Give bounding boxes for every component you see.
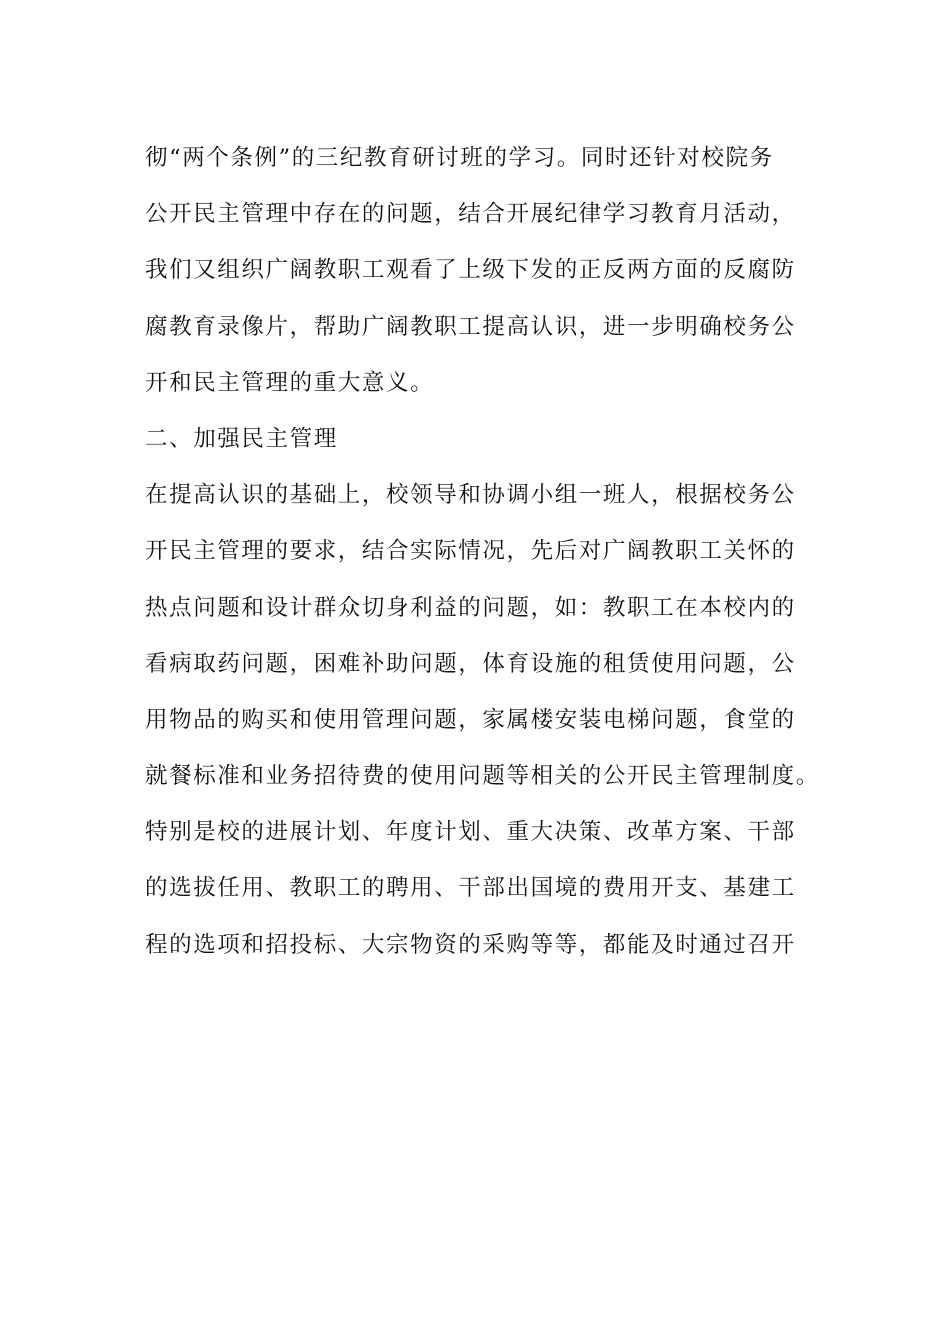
text-line-2: 公开民主管理中存在的问题，结合开展纪律学习教育月活动， — [145, 201, 796, 228]
text-line-7: 在提高认识的基础上，校领导和协调小组一班人，根据校务公 — [145, 482, 796, 509]
text-line-4: 腐教育录像片，帮助广阔教职工提高认识，进一步明确校务公 — [145, 313, 796, 340]
text-line-11: 用物品的购买和使用管理问题，家属楼安装电梯问题，食堂的 — [145, 706, 796, 733]
text-line-10: 看病取药问题，困难补助问题，体育设施的租赁使用问题，公 — [145, 650, 796, 677]
text-line-5: 开和民主管理的重大意义。 — [145, 369, 435, 396]
text-line-8: 开民主管理的要求，结合实际情况，先后对广阔教职工关怀的 — [145, 538, 796, 565]
document-body — [145, 130, 820, 973]
text-line-9: 热点问题和设计群众切身利益的问题，如：教职工在本校内的 — [145, 594, 796, 621]
text-line-1: 彻“两个条例”的三纪教育研讨班的学习。同时还针对校院务 — [145, 145, 774, 171]
text-line-12: 就餐标准和业务招待费的使用问题等相关的公开民主管理制度。 — [145, 763, 820, 790]
text-line-3: 我们又组织广阔教职工观看了上级下发的正反两方面的反腐防 — [145, 257, 796, 284]
text-line-14: 的选拔任用、教职工的聘用、干部出国境的费用开支、基建工 — [145, 875, 796, 902]
text-line-15: 程的选项和招投标、大宗物资的采购等等，都能及时通过召开 — [145, 931, 796, 958]
text-line-13: 特别是校的进展计划、年度计划、重大决策、改革方案、干部 — [145, 819, 796, 846]
section-heading: 二、加强民主管理 — [145, 425, 338, 452]
